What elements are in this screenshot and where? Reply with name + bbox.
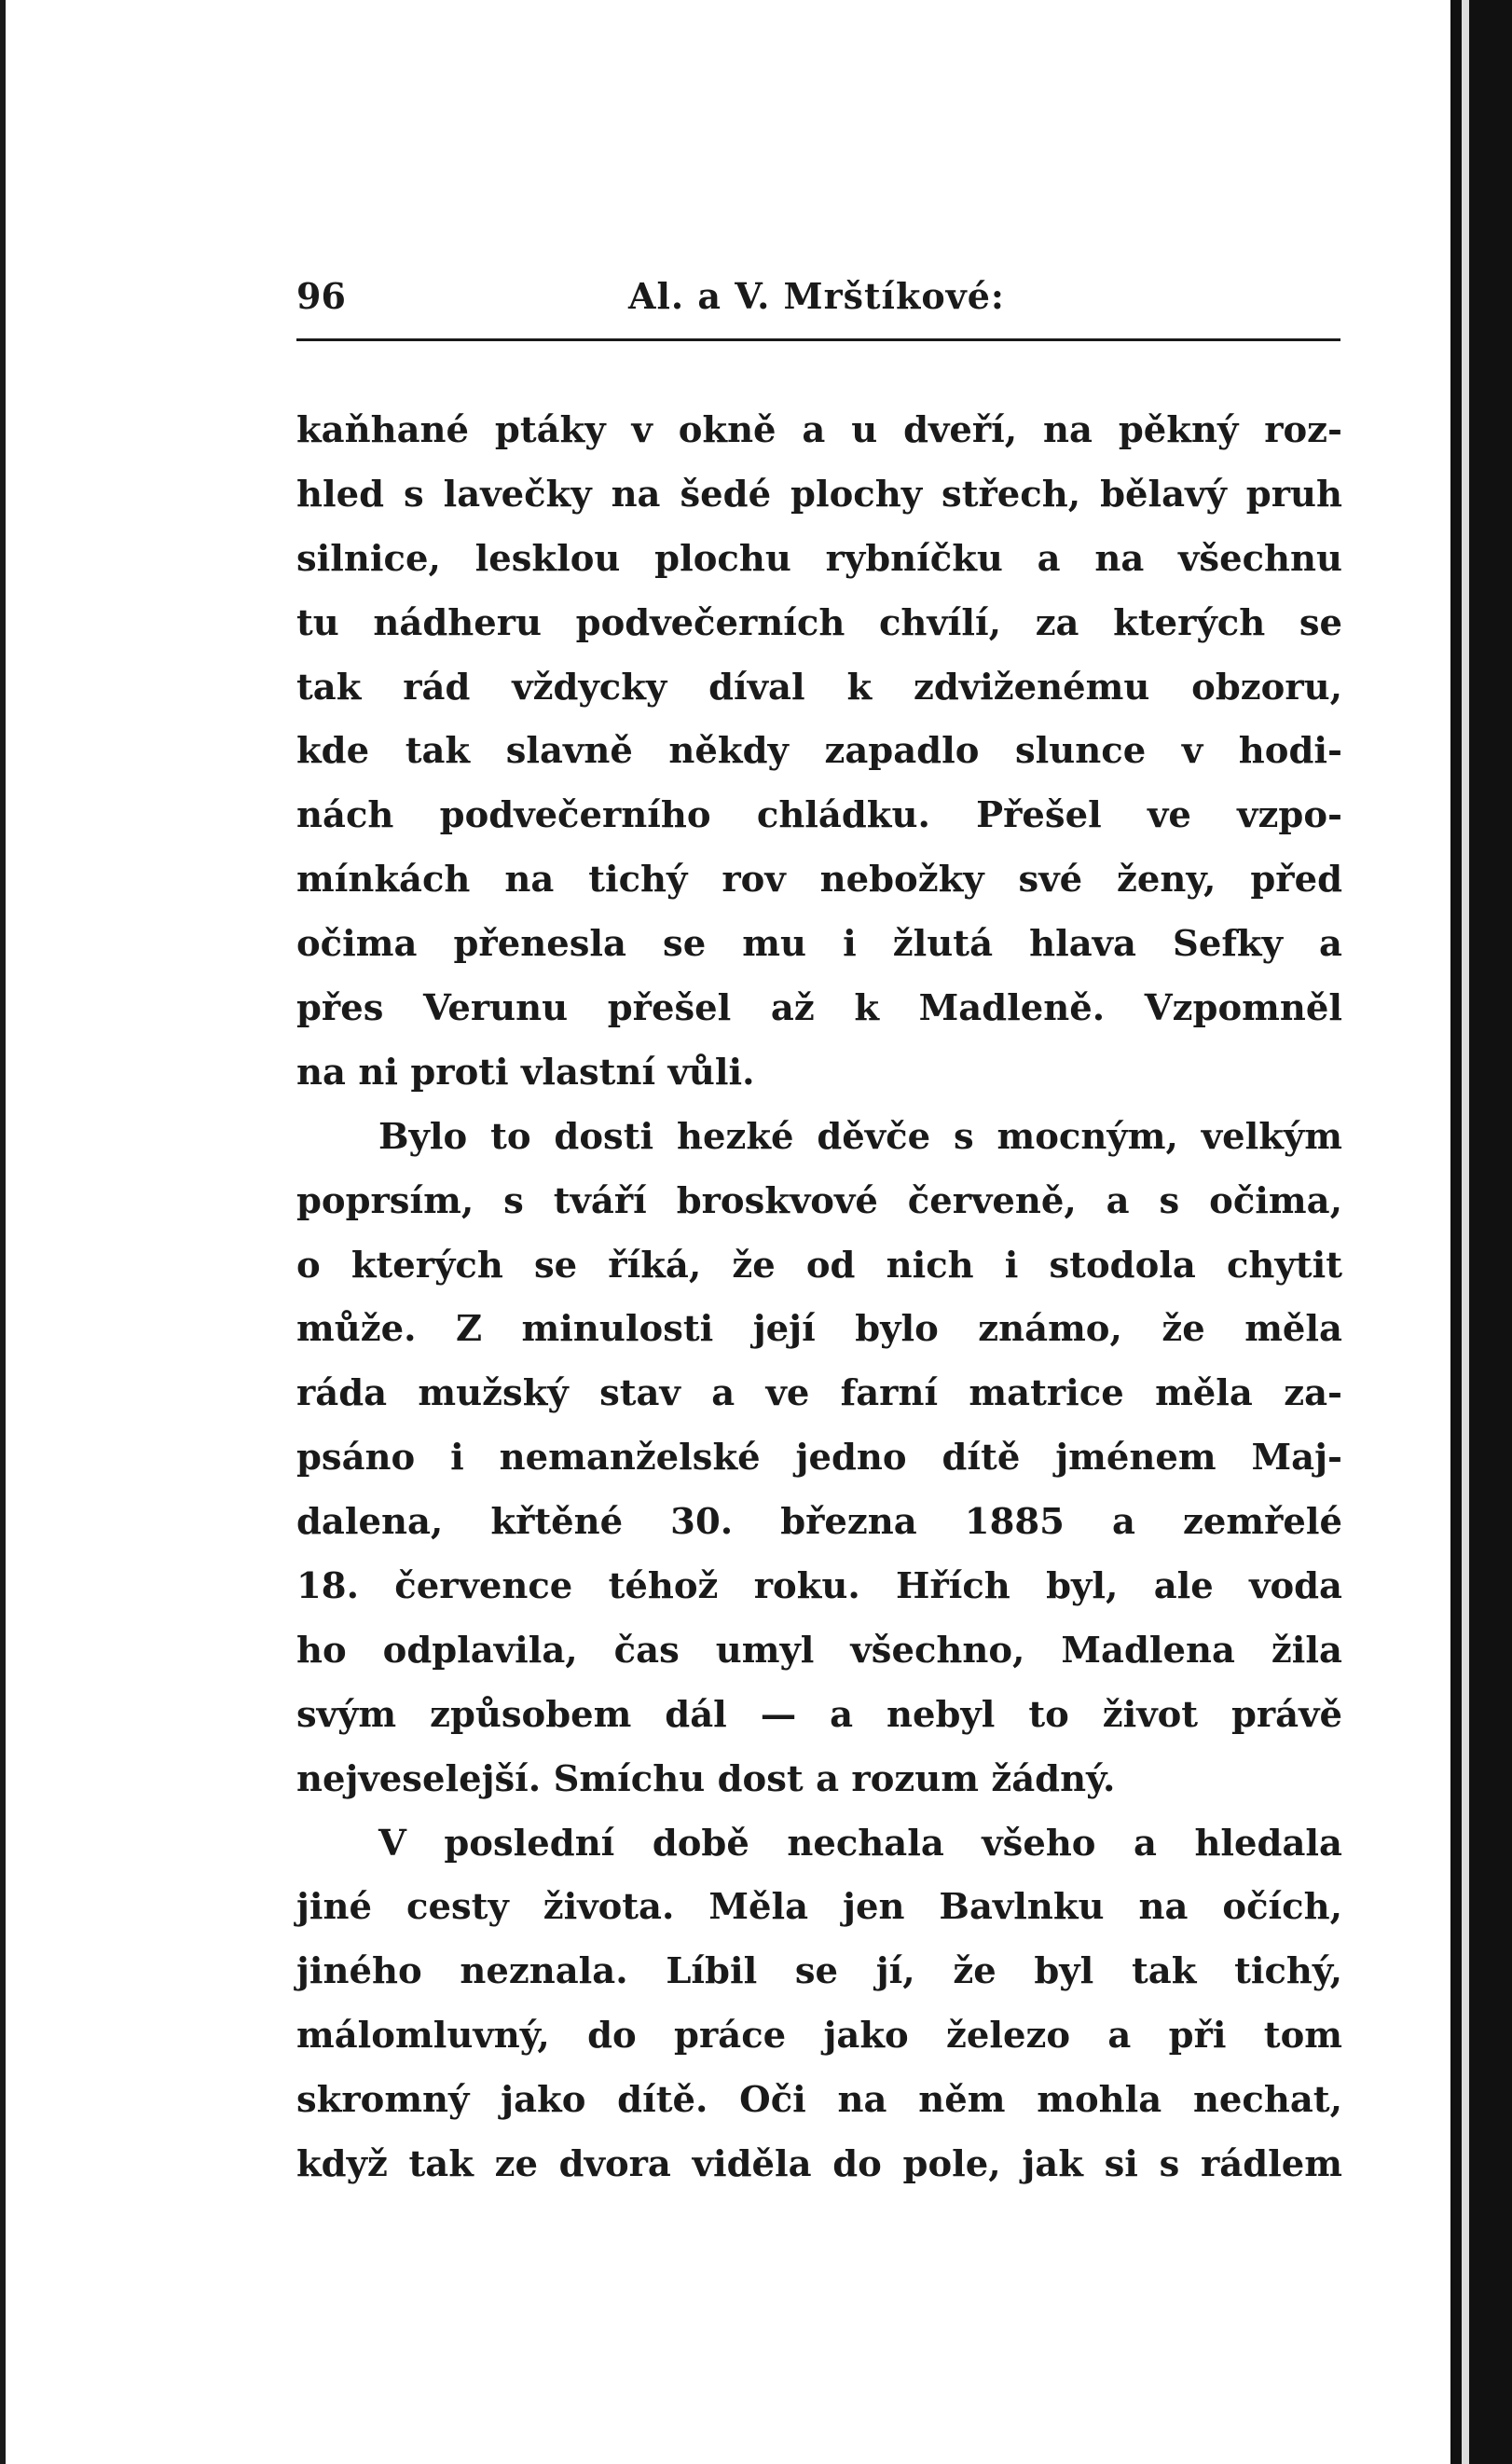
text-line: hled s lavečky na šedé plochy střech, bělavý pruh [296,473,1342,516]
text-line: o kterých se říká, že od nich i stodola chytit [296,1244,1342,1287]
text-line: jiného neznala. Líbil se jí, že byl tak tichý, [296,1950,1342,1993]
text-line: přes Verunu přešel až k Madleně. Vzpomněl [296,987,1342,1030]
text-line: silnice, lesklou plochu rybníčku a na všechnu [296,537,1342,580]
text-line: jiné cesty života. Měla jen Bavlnku na očích, [296,1886,1342,1929]
text-line: 18. července téhož roku. Hřích byl, ale voda [296,1565,1342,1608]
text-line: málomluvný, do práce jako železo a při tom [296,2015,1342,2058]
running-head: Al. a V. Mrštíkové: [628,275,1005,317]
text-line: mínkách na tichý rov nebožky své ženy, před [296,859,1342,902]
text-line: na ni proti vlastní vůli. [296,1051,755,1094]
text-line: ho odplavila, čas umyl všechno, Madlena žila [296,1629,1342,1672]
text-line: kaňhané ptáky v okně a u dveří, na pěkný roz- [296,409,1342,451]
text-line: ráda mužský stav a ve farní matrice měla za- [296,1372,1342,1415]
text-line: když tak ze dvora viděla do pole, jak si s rádlem [296,2143,1342,2186]
scan-edge-right-gap [1462,0,1469,2464]
header-rule [296,338,1340,341]
page-header [296,275,1340,331]
text-line: V poslední době nechala všeho a hledala [378,1822,1342,1865]
text-line: nách podvečerního chládku. Přešel ve vzpo- [296,794,1342,837]
text-line: může. Z minulosti její bylo známo, že měla [296,1308,1342,1351]
body-text [296,399,1342,2197]
text-line: očima přenesla se mu i žlutá hlava Sefky a [296,923,1342,966]
text-line: kde tak slavně někdy zapadlo slunce v hodi- [296,730,1342,773]
text-line: tak rád vždycky díval k zdviženému obzoru, [296,666,1342,709]
text-line: Bylo to dosti hezké děvče s mocným, velkým [378,1115,1342,1158]
text-line: tu nádheru podvečerních chvílí, za kterých se [296,601,1342,644]
text-line: poprsím, s tváří broskvové červeně, a s očima, [296,1179,1342,1222]
text-line: skromný jako dítě. Oči na něm mohla nechat, [296,2079,1342,2122]
text-line: dalena, křtěné 30. března 1885 a zemřelé [296,1501,1342,1544]
text-line: nejveselejší. Smíchu dost a rozum žádný. [296,1757,1116,1800]
page-number: 96 [296,275,346,317]
text-line: psáno i nemanželské jedno dítě jménem Maj- [296,1437,1342,1480]
scan-edge-right [1450,0,1512,2464]
scan-edge-left [0,0,6,2464]
text-line: svým způsobem dál — a nebyl to život právě [296,1693,1342,1736]
